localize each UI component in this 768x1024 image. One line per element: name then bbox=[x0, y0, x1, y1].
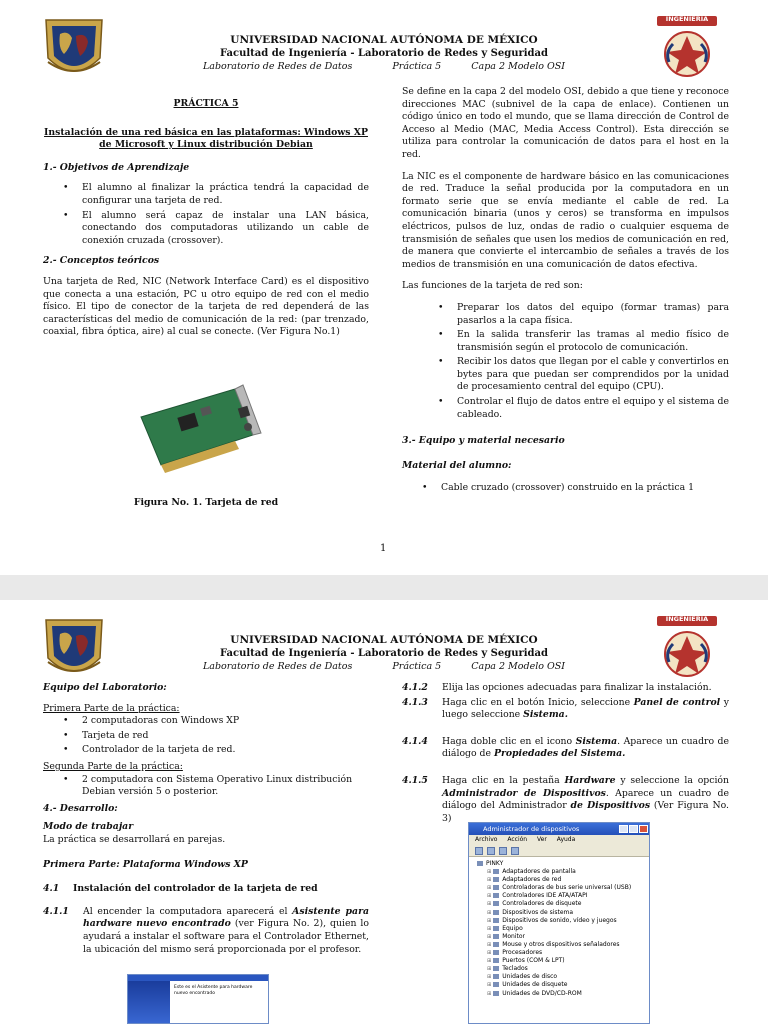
device-category-icon bbox=[493, 958, 499, 963]
student-material-list bbox=[402, 482, 729, 495]
part2-equipment-list bbox=[43, 774, 369, 799]
device-category-icon bbox=[493, 926, 499, 931]
new-hardware-wizard-screenshot bbox=[127, 974, 269, 1024]
paragraph: La NIC es el componente de hardware básico en las comunicaciones de red. Traduce la señal producida por la computadora en un formato serie que se envía mediante el cable de red. La comunicación binaria (unos y ceros) se transforma en impulsos eléctricos, pulsos de luz, ondas de radio o cualquier esquema de transmisión de señales que usen los medios de comunicación en red, de manera que convierte el intercambio de señales a través de los medios de transmisión en una comunicación de datos efectiva. bbox=[402, 170, 729, 270]
unam-seal-logo bbox=[42, 14, 106, 82]
list-item: • Cable cruzado (crossover) construido en la práctica 1 bbox=[402, 482, 729, 495]
menu-item-archivo: Archivo bbox=[475, 836, 498, 843]
nic-functions-list bbox=[402, 302, 729, 421]
page-header bbox=[0, 14, 768, 84]
ingenieria-logo-text: INGENIERIA bbox=[665, 15, 709, 23]
device-category-icon bbox=[493, 934, 499, 939]
text-run: . Aparece un cuadro de diálogo del Administrador bbox=[442, 787, 729, 812]
text-run-emphasis: de Dispositivos bbox=[570, 800, 651, 812]
step-4-1-5 bbox=[402, 775, 729, 825]
section-heading-student-material: Material del alumno: bbox=[402, 459, 512, 471]
device-category-icon bbox=[493, 885, 499, 890]
tree-item bbox=[477, 973, 649, 981]
text-run: Haga clic en la pestaña bbox=[442, 774, 565, 786]
maximize-icon bbox=[629, 825, 638, 833]
device-category-icon bbox=[493, 910, 499, 915]
ingenieria-logo bbox=[655, 614, 719, 682]
tree-item bbox=[477, 876, 649, 884]
text-run: (ver Figura No. 2), quien lo ayudará a instalar el software para el Controlador Ethernet, la ubicación del mismo será proporcionada por el profesor. bbox=[83, 918, 370, 955]
tree-item bbox=[477, 965, 649, 973]
step-4-1-1 bbox=[43, 906, 369, 956]
text-run-emphasis: Propiedades del Sistema. bbox=[493, 748, 626, 760]
tree-item bbox=[477, 917, 649, 925]
section-heading-development: 4.- Desarrollo: bbox=[43, 802, 118, 814]
faculty-name: Facultad de Ingeniería - Laboratorio de Redes y Seguridad bbox=[219, 48, 549, 59]
step-text bbox=[83, 906, 369, 956]
device-category-icon bbox=[493, 950, 499, 955]
list-item: • 2 computadora con Sistema Operativo Linux distribución Debian versión 5 o posterior. bbox=[43, 774, 369, 799]
device-category-icon bbox=[493, 877, 499, 882]
page-header bbox=[0, 614, 768, 684]
unam-seal-logo bbox=[42, 614, 106, 682]
tree-item-label: Monitor bbox=[502, 932, 526, 940]
practice-topic: Capa 2 Modelo OSI bbox=[471, 661, 566, 672]
text-run: Al encender la computadora aparecerá el bbox=[83, 905, 293, 917]
minimize-icon bbox=[619, 825, 628, 833]
tree-item bbox=[477, 981, 649, 989]
text-run-emphasis: Hardware bbox=[564, 774, 616, 786]
header-text bbox=[120, 34, 648, 74]
tree-item-label: Adaptadores de red bbox=[502, 876, 562, 884]
list-item: • 2 computadoras con Windows XP bbox=[43, 715, 369, 728]
tree-item-label: Dispositivos de sonido, vídeo y juegos bbox=[502, 916, 617, 924]
list-item: • Controlador de la tarjeta de red. bbox=[43, 744, 369, 757]
network-card-image bbox=[135, 377, 265, 475]
lab-name: Laboratorio de Redes de Datos bbox=[202, 661, 353, 672]
device-manager-menubar bbox=[469, 835, 649, 845]
tree-root-label: PINKY bbox=[486, 860, 504, 867]
menu-item-ver: Ver bbox=[537, 836, 547, 843]
list-item: • El alumno será capaz de instalar una LAN básica, conectando dos computadoras utilizando un cable de conexión cruzada (crossover). bbox=[43, 210, 369, 248]
tree-item bbox=[477, 957, 649, 965]
work-mode-text: La práctica se desarrollará en parejas. bbox=[43, 833, 226, 845]
device-category-icon bbox=[493, 982, 499, 987]
list-item: • Recibir los datos que llegan por el cable y convertirlos en bytes para que puedan ser comprendidos por la unidad de procesamiento central del equipo (CPU). bbox=[402, 356, 729, 394]
tree-item-label: Mouse y otros dispositivos señaladores bbox=[502, 940, 620, 948]
university-name: UNIVERSIDAD NACIONAL AUTÓNOMA DE MÉXICO bbox=[230, 634, 538, 646]
back-icon bbox=[475, 847, 483, 855]
tree-item-label: Unidades de disquete bbox=[502, 981, 568, 989]
step-4-1-3 bbox=[402, 697, 729, 722]
device-tree bbox=[469, 857, 649, 998]
page-number: 1 bbox=[380, 543, 387, 554]
tree-item bbox=[477, 900, 649, 908]
page1-right-column bbox=[402, 86, 729, 503]
page2-left-column bbox=[43, 682, 369, 965]
text-run-emphasis: Administrador de Dispositivos bbox=[442, 787, 606, 799]
text-run: Haga clic en el botón Inicio, seleccione bbox=[442, 696, 634, 708]
step-4-1-2 bbox=[402, 682, 729, 695]
header-text bbox=[120, 634, 648, 674]
tree-root bbox=[477, 860, 649, 868]
menu-item-ayuda: Ayuda bbox=[556, 836, 576, 843]
list-item: • Tarjeta de red bbox=[43, 730, 369, 743]
wizard-text: Este es el Asistente para hardware nuevo encontrado bbox=[174, 985, 253, 996]
tree-item-label: Dispositivos de sistema bbox=[502, 908, 574, 916]
tree-item-label: Unidades de disco bbox=[502, 973, 558, 981]
forward-icon bbox=[487, 847, 495, 855]
step-number: 4.1.3 bbox=[402, 696, 428, 708]
part1-equipment-list bbox=[43, 715, 369, 757]
device-category-icon bbox=[493, 901, 499, 906]
step-text bbox=[442, 775, 729, 825]
text-run: y luego seleccione bbox=[442, 696, 729, 721]
tree-item bbox=[477, 990, 649, 998]
text-run-emphasis: Sistema bbox=[575, 735, 618, 747]
part1-windows-heading: Primera Parte: Plataforma Windows XP bbox=[43, 858, 248, 870]
device-category-icon bbox=[493, 893, 499, 898]
device-manager-titlebar bbox=[469, 823, 649, 835]
text-run: y seleccione la opción bbox=[615, 774, 730, 786]
step-number: 4.1.4 bbox=[402, 735, 428, 747]
figure-1-caption: Figura No. 1. Tarjeta de red bbox=[133, 497, 279, 508]
tree-item-label: Teclados bbox=[502, 965, 528, 973]
text-run-emphasis: Panel de control bbox=[633, 696, 721, 708]
concepts-paragraph: Una tarjeta de Red, NIC (Network Interface Card) es el dispositivo que conecta a una estación, PC u otro equipo de red con el medio físico. El tipo de conector de la tarjeta de red dependerá de las características del medio de comunicación de la red: (par trenzado, coaxial, fibra óptica, aire) al cual se conecte. (Ver Figura No.1) bbox=[43, 275, 369, 338]
computer-icon bbox=[477, 861, 483, 866]
tree-item-label: Controladoras de bus serie universal (USB) bbox=[502, 884, 632, 892]
tree-item bbox=[477, 884, 649, 892]
text-run: (Ver Figura No. 3) bbox=[442, 800, 729, 824]
tree-item bbox=[477, 892, 649, 900]
header-subtitle bbox=[120, 660, 648, 674]
text-run: Haga doble clic en el icono bbox=[442, 735, 576, 747]
menu-item-accion: Acción bbox=[507, 836, 528, 843]
text-run-emphasis: Asistente para hardware nuevo encontrado bbox=[83, 905, 369, 930]
paragraph: Se define en la capa 2 del modelo OSI, debido a que tiene y reconoce direcciones MAC (subnivel de la capa de enlace). Contienen un código único en todo el mundo, que se llama dirección de Control de Acceso al Medio (MAC, Media Access Control). Esta dirección se utiliza para controlar la comunicación de datos para el host en la red. bbox=[402, 86, 729, 160]
step-number: 4.1.5 bbox=[402, 774, 428, 786]
step-number: 4.1.2 bbox=[402, 682, 428, 693]
section-heading-concepts: 2.- Conceptos teóricos bbox=[43, 255, 160, 267]
practice-subtitle: Instalación de una red básica en las plataformas: Windows XP de Microsoft y Linux distribución Debian bbox=[44, 126, 368, 151]
text-run: . Aparece un cuadro de diálogo de bbox=[442, 735, 730, 760]
help-icon bbox=[511, 847, 519, 855]
header-subtitle bbox=[120, 60, 648, 74]
section-heading-equipment: 3.- Equipo y material necesario bbox=[402, 435, 565, 447]
device-category-icon bbox=[493, 991, 499, 996]
tree-item bbox=[477, 941, 649, 949]
tree-item bbox=[477, 925, 649, 933]
page1-left-column bbox=[43, 98, 369, 348]
tree-item-label: Controladores de disquete bbox=[502, 900, 582, 908]
tree-item-label: Puertos (COM & LPT) bbox=[502, 957, 565, 965]
tree-item-label: Adaptadores de pantalla bbox=[502, 868, 576, 876]
tree-item-label: Unidades de DVD/CD-ROM bbox=[502, 989, 582, 997]
tree-item-label: Controladores IDE ATA/ATAPI bbox=[502, 892, 588, 900]
step-text bbox=[442, 697, 729, 722]
device-category-icon bbox=[493, 918, 499, 923]
objectives-list bbox=[43, 182, 369, 247]
faculty-name: Facultad de Ingeniería - Laboratorio de Redes y Seguridad bbox=[219, 648, 549, 659]
step-number: 4.1.1 bbox=[43, 905, 69, 917]
list-item: • Preparar los datos del equipo (formar tramas) para pasarlos a la capa física. bbox=[402, 302, 729, 327]
device-category-icon bbox=[493, 942, 499, 947]
part1-heading: Primera Parte de la práctica: bbox=[43, 702, 180, 714]
text-run-emphasis: Sistema. bbox=[523, 709, 568, 721]
tree-item bbox=[477, 909, 649, 917]
ingenieria-logo bbox=[655, 14, 719, 82]
university-name: UNIVERSIDAD NACIONAL AUTÓNOMA DE MÉXICO bbox=[230, 34, 538, 46]
tree-item-label: Procesadores bbox=[502, 949, 543, 957]
step-text: Instalación del controlador de la tarjeta de red bbox=[73, 883, 318, 895]
work-mode-heading: Modo de trabajar bbox=[43, 821, 134, 833]
practice-topic: Capa 2 Modelo OSI bbox=[471, 61, 566, 72]
page2-right-column bbox=[402, 682, 729, 834]
tree-item-label: Equipo bbox=[502, 924, 523, 932]
close-icon bbox=[639, 825, 648, 833]
lab-equipment-heading: Equipo del Laboratorio: bbox=[43, 682, 167, 693]
tree-item bbox=[477, 868, 649, 876]
practice-title: PRÁCTICA 5 bbox=[173, 98, 239, 109]
list-item: • Controlar el flujo de datos entre el equipo y el sistema de cableado. bbox=[402, 396, 729, 421]
wizard-side-banner bbox=[128, 981, 170, 1024]
tree-item bbox=[477, 933, 649, 941]
step-text: Elija las opciones adecuadas para finalizar la instalación. bbox=[442, 682, 712, 693]
list-item: • El alumno al finalizar la práctica tendrá la capacidad de configurar una tarjeta de red. bbox=[43, 182, 369, 207]
paragraph: Las funciones de la tarjeta de red son: bbox=[402, 280, 583, 292]
lab-name: Laboratorio de Redes de Datos bbox=[202, 61, 353, 72]
properties-icon bbox=[499, 847, 507, 855]
tree-item bbox=[477, 949, 649, 957]
device-manager-screenshot bbox=[468, 822, 650, 1024]
device-manager-toolbar bbox=[469, 845, 649, 857]
ingenieria-logo-text: INGENIERIA bbox=[665, 615, 709, 623]
step-4-1-4 bbox=[402, 736, 729, 761]
practice-number: Práctica 5 bbox=[392, 61, 442, 72]
part2-heading: Segunda Parte de la práctica: bbox=[43, 760, 183, 772]
step-4-1 bbox=[43, 883, 369, 896]
device-category-icon bbox=[493, 974, 499, 979]
device-category-icon bbox=[493, 869, 499, 874]
step-text bbox=[442, 736, 729, 761]
device-category-icon bbox=[493, 966, 499, 971]
list-item: • En la salida transferir las tramas al medio físico de transmisión según el protocolo de comunicación. bbox=[402, 329, 729, 354]
device-manager-title: Administrador de dispositivos bbox=[483, 825, 580, 833]
step-number: 4.1 bbox=[43, 883, 60, 895]
section-heading-objectives: 1.- Objetivos de Aprendizaje bbox=[43, 161, 190, 173]
practice-number: Práctica 5 bbox=[392, 661, 442, 672]
